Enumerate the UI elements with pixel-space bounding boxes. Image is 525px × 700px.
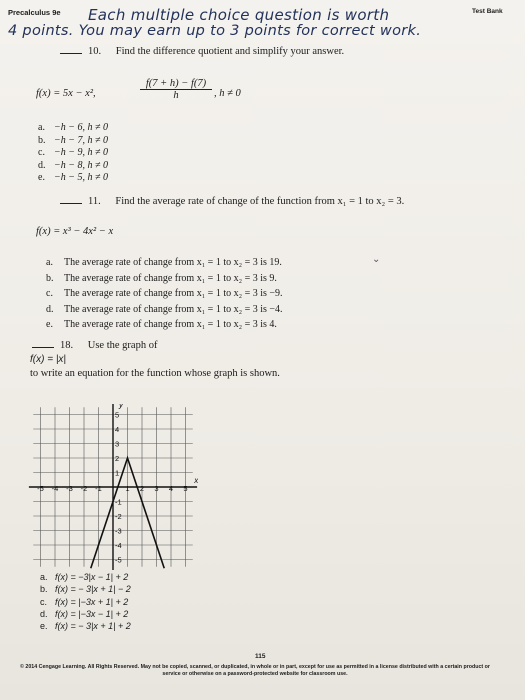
book-title: Precalculus 9e <box>8 8 61 17</box>
choice-d[interactable]: d. f(x) = |−3x − 1| + 2 <box>40 608 129 619</box>
q10-choices <box>38 122 108 185</box>
q10-prompt: Find the difference quotient and simplify your answer. <box>115 46 345 57</box>
choice-a[interactable]: a. The average rate of change from x₁ = 1 to x₂ = 3 is 19. <box>46 257 282 268</box>
answer-blank[interactable] <box>60 203 82 204</box>
y-tick-label: -2 <box>115 512 122 521</box>
copyright-notice: © 2014 Cengage Learning. All Rights Reserved. May not be copied, scanned, or duplicated, in whole or in part, except for use as permitted in a license distributed with a certain product or service or otherwise on a password-protected website for classroom use. <box>20 664 490 677</box>
page-number: 115 <box>255 653 266 660</box>
test-bank-label: Test Bank <box>472 8 503 15</box>
x-tick-label: 2 <box>139 484 145 493</box>
choice-a[interactable]: a. f(x) = −3|x − 1| + 2 <box>40 572 129 582</box>
q18-choices <box>40 571 131 632</box>
quotient-denominator: h <box>173 90 179 101</box>
q10-function: f(x) = 5x − x², <box>36 88 96 99</box>
handwritten-note-line2: 4 points. You may earn up to 3 points for correct work. <box>8 23 422 39</box>
x-tick-label: -2 <box>80 484 88 493</box>
choice-b[interactable]: b. −h − 7, h ≠ 0 <box>38 134 108 146</box>
q11-prompt: Find the average rate of change of the function from x₁ = 1 to x₂ = 3. <box>115 196 405 207</box>
y-tick-label: -3 <box>115 526 122 536</box>
q18-function: f(x) = |x| <box>30 354 67 365</box>
y-tick-label: 4 <box>115 425 120 434</box>
handwritten-note-line1: Each multiple choice question is worth <box>88 6 390 24</box>
q10-header <box>60 46 344 57</box>
q10-quotient <box>140 78 212 101</box>
y-tick-label: 3 <box>115 439 120 449</box>
q18-prompt2: to write an equation for the function whose graph is shown. <box>30 368 280 379</box>
y-tick-label: 1 <box>115 468 120 478</box>
q10-condition: , h ≠ 0 <box>214 88 241 99</box>
x-tick-label: -4 <box>51 484 59 493</box>
y-tick-label: -4 <box>115 541 122 550</box>
x-tick-label: 1 <box>125 484 130 493</box>
pencil-mark: ⌄ <box>372 254 381 265</box>
y-tick-label: 5 <box>115 410 120 420</box>
answer-blank[interactable] <box>32 347 54 348</box>
answer-blank[interactable] <box>60 53 82 54</box>
choice-d[interactable]: d. The average rate of change from x₁ = 1 to x₂ = 3 is −4. <box>46 303 283 315</box>
choice-a[interactable]: a. −h − 6, h ≠ 0 <box>38 122 108 133</box>
choice-b[interactable]: b. f(x) = − 3|x + 1| − 2 <box>40 584 131 595</box>
y-tick-label: -5 <box>115 555 122 565</box>
choice-e[interactable]: e. The average rate of change from x₁ = 1 to x₂ = 3 is 4. <box>46 319 277 330</box>
choice-c[interactable]: c. f(x) = |−3x + 1| + 2 <box>40 596 129 607</box>
x-tick-label: -5 <box>37 484 44 493</box>
q11-header <box>60 196 404 207</box>
absolute-value-graph <box>28 404 198 570</box>
q18-number: 18. <box>60 340 74 351</box>
y-axis-label: y <box>119 404 123 410</box>
q10-number: 10. <box>88 46 102 57</box>
q11-choices <box>46 255 283 333</box>
q11-function: f(x) = x³ − 4x² − x <box>36 226 114 237</box>
choice-e[interactable]: e. −h − 5, h ≠ 0 <box>38 172 108 183</box>
x-tick-label: 3 <box>154 484 159 493</box>
y-tick-label: -1 <box>115 497 122 507</box>
x-tick-label: 5 <box>183 484 188 493</box>
choice-c[interactable]: c. −h − 9, h ≠ 0 <box>38 147 108 158</box>
choice-d[interactable]: d. −h − 8, h ≠ 0 <box>38 159 108 171</box>
q18-prompt: Use the graph of <box>87 340 158 351</box>
quotient-numerator: f(7 + h) − f(7) <box>140 78 212 90</box>
q11-number: 11. <box>88 196 101 207</box>
x-axis-label: x <box>194 476 198 485</box>
y-tick-label: 2 <box>115 454 120 463</box>
q18-header <box>32 340 157 351</box>
choice-b[interactable]: b. The average rate of change from x₁ = 1 to x₂ = 3 is 9. <box>46 272 277 284</box>
x-tick-label: -3 <box>66 484 73 493</box>
x-tick-label: 4 <box>168 484 174 493</box>
choice-c[interactable]: c. The average rate of change from x₁ = 1 to x₂ = 3 is −9. <box>46 288 283 299</box>
choice-e[interactable]: e. f(x) = − 3|x + 1| + 2 <box>40 621 131 632</box>
x-tick-label: -1 <box>95 484 102 493</box>
